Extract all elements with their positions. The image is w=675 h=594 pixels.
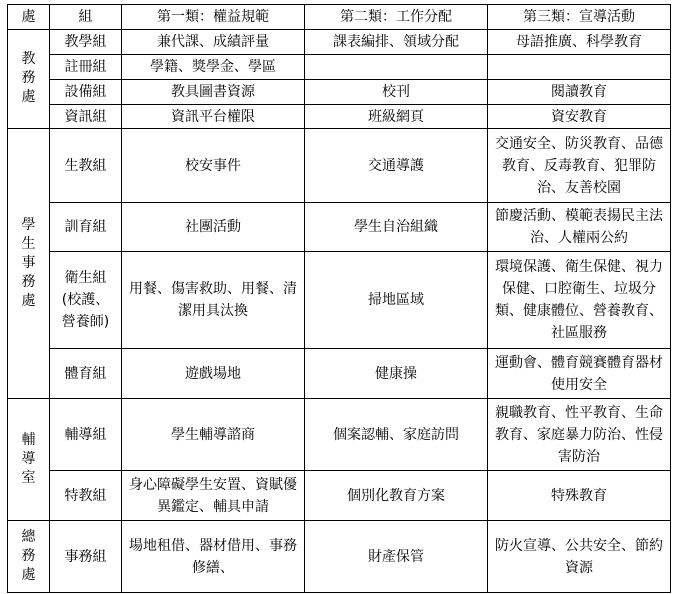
- cat3-cell: 節慶活動、模範表揚民主法治、人權兩公約: [488, 203, 671, 252]
- cat1-cell: 用餐、傷害救助、用餐、清潔用具汰換: [122, 252, 305, 349]
- cat1-cell: 校安事件: [122, 129, 305, 203]
- cat1-cell: 遊戲場地: [122, 349, 305, 399]
- dept-label: 學生事務處: [21, 216, 36, 309]
- cat1-cell: 資訊平台權限: [122, 105, 305, 129]
- table-row: [8, 521, 671, 593]
- group-cell: 註冊組: [50, 55, 122, 80]
- cat3-cell: 親職教育、性平教育、生命教育、家庭暴力防治、性侵害防治: [488, 399, 671, 471]
- header-cat3: 第三類：宣導活動: [488, 5, 671, 30]
- cat2-cell: [305, 55, 488, 80]
- header-row: [8, 5, 671, 30]
- table-row: [8, 55, 671, 80]
- group-cell: 教學組: [50, 30, 122, 55]
- cat3-cell: 環境保護、衛生保健、視力保健、口腔衛生、垃圾分類、健康體位、營養教育、社區服務: [488, 252, 671, 349]
- group-cell: 特教組: [50, 471, 122, 521]
- table-row: [8, 203, 671, 252]
- cat1-cell: 教具圖書資源: [122, 80, 305, 105]
- header-dept: 處: [8, 5, 50, 30]
- cat2-cell: 健康操: [305, 349, 488, 399]
- table-row: [8, 471, 671, 521]
- responsibility-table: [7, 4, 671, 593]
- cat3-cell: 運動會、體育競賽體育器材使用安全: [488, 349, 671, 399]
- dept-label: 總務處: [21, 528, 36, 583]
- group-cell: 資訊組: [50, 105, 122, 129]
- cat2-cell: 掃地區域: [305, 252, 488, 349]
- cat1-cell: 身心障礙學生安置、資賦優異鑑定、輔具申請: [122, 471, 305, 521]
- cat1-cell: 場地租借、器材借用、事務修繕、: [122, 521, 305, 593]
- group-cell: 生教組: [50, 129, 122, 203]
- group-cell: 輔導組: [50, 399, 122, 471]
- cat1-cell: 社團活動: [122, 203, 305, 252]
- table-row: [8, 399, 671, 471]
- group-cell: 體育組: [50, 349, 122, 399]
- cat3-cell: 防火宣導、公共安全、節約資源: [488, 521, 671, 593]
- cat1-cell: 學生輔導諮商: [122, 399, 305, 471]
- group-cell: 訓育組: [50, 203, 122, 252]
- cat3-cell: 交通安全、防災教育、品德教育、反毒教育、犯罪防治、友善校園: [488, 129, 671, 203]
- group-cell: 設備組: [50, 80, 122, 105]
- cat3-cell: 特殊教育: [488, 471, 671, 521]
- cat2-cell: 個別化教育方案: [305, 471, 488, 521]
- header-cat1: 第一類：權益規範: [122, 5, 305, 30]
- dept-cell: [8, 129, 50, 399]
- table-row: [8, 349, 671, 399]
- cat2-cell: 校刊: [305, 80, 488, 105]
- cat2-cell: 班級網頁: [305, 105, 488, 129]
- cat3-cell: [488, 55, 671, 80]
- cat2-cell: 交通導護: [305, 129, 488, 203]
- cat3-cell: 母語推廣、科學教育: [488, 30, 671, 55]
- cat1-cell: 學籍、獎學金、學區: [122, 55, 305, 80]
- table-row: [8, 129, 671, 203]
- dept-cell: [8, 30, 50, 129]
- group-cell: 事務組: [50, 521, 122, 593]
- dept-cell: [8, 399, 50, 521]
- header-cat2: 第二類：工作分配: [305, 5, 488, 30]
- table-row: [8, 30, 671, 55]
- header-group: 組: [50, 5, 122, 30]
- dept-label: 輔導室: [21, 431, 36, 486]
- cat3-cell: 閱讀教育: [488, 80, 671, 105]
- cat2-cell: 個案認輔、家庭訪問: [305, 399, 488, 471]
- cat1-cell: 兼代課、成績評量: [122, 30, 305, 55]
- cat2-cell: 財產保管: [305, 521, 488, 593]
- table-row: [8, 105, 671, 129]
- table-row: [8, 252, 671, 349]
- group-cell: 衛生組(校護、營養師): [50, 252, 122, 349]
- cat2-cell: 學生自治組織: [305, 203, 488, 252]
- table-row: [8, 80, 671, 105]
- dept-cell: [8, 521, 50, 593]
- cat3-cell: 資安教育: [488, 105, 671, 129]
- dept-label: 教務處: [21, 51, 36, 105]
- cat2-cell: 課表編排、領域分配: [305, 30, 488, 55]
